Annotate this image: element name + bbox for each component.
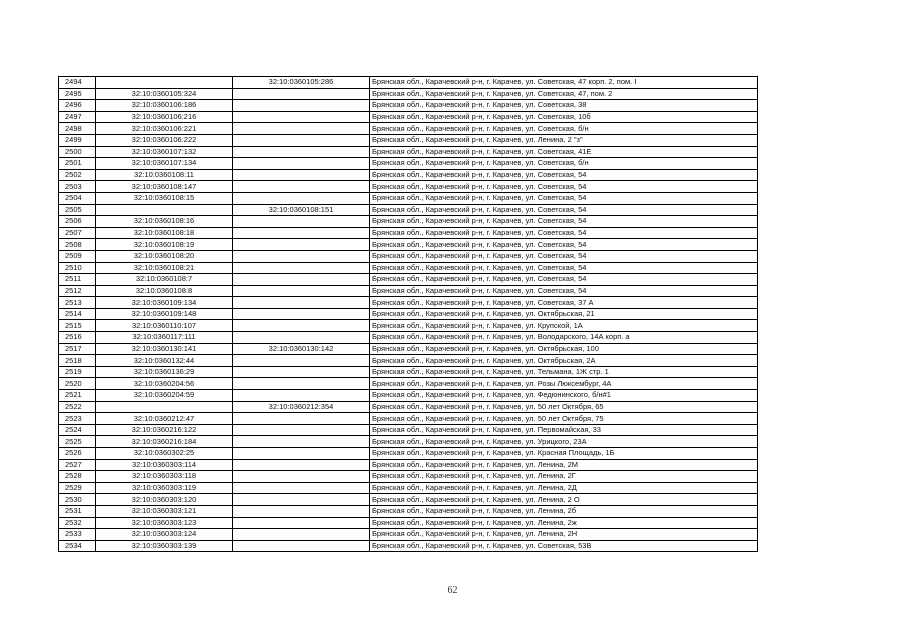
row-number-cell: 2530 bbox=[59, 494, 96, 506]
cadastral-number-cell bbox=[96, 401, 233, 413]
cadastral-number-cell: 32:10:0360303:124 bbox=[96, 529, 233, 541]
address-cell: Брянская обл., Карачевский р-н, г. Карачев, ул. Тельмана, 1Ж стр. 1 bbox=[370, 366, 758, 378]
second-cadastral-number-cell bbox=[233, 158, 370, 170]
cadastral-number-cell: 32:10:0360108:7 bbox=[96, 274, 233, 286]
cadastral-number-cell: 32:10:0360117:111 bbox=[96, 332, 233, 344]
second-cadastral-number-cell bbox=[233, 366, 370, 378]
second-cadastral-number-cell bbox=[233, 181, 370, 193]
second-cadastral-number-cell bbox=[233, 250, 370, 262]
table-row bbox=[59, 239, 758, 251]
second-cadastral-number-cell bbox=[233, 169, 370, 181]
cadastral-number-cell: 32:10:0360108:20 bbox=[96, 250, 233, 262]
address-cell: Брянская обл., Карачевский р-н, г. Карачев, ул. Ленина, 2Д bbox=[370, 482, 758, 494]
table-row bbox=[59, 482, 758, 494]
table-row bbox=[59, 262, 758, 274]
table-row bbox=[59, 227, 758, 239]
address-cell: Брянская обл., Карачевский р-н, г. Карачев, ул. Советская, 54 bbox=[370, 192, 758, 204]
cadastral-number-cell: 32:10:0360107:134 bbox=[96, 158, 233, 170]
table-row bbox=[59, 540, 758, 552]
cadastral-number-cell bbox=[96, 77, 233, 89]
address-cell: Брянская обл., Карачевский р-н, г. Карачев, ул. Советская, 54 bbox=[370, 169, 758, 181]
row-number-cell: 2534 bbox=[59, 540, 96, 552]
address-cell: Брянская обл., Карачевский р-н, г. Карачев, ул. Советская, 54 bbox=[370, 204, 758, 216]
second-cadastral-number-cell bbox=[233, 494, 370, 506]
row-number-cell: 2526 bbox=[59, 448, 96, 460]
address-cell: Брянская обл., Карачевский р-н, г. Карачев, ул. Крупской, 1А bbox=[370, 320, 758, 332]
second-cadastral-number-cell bbox=[233, 100, 370, 112]
row-number-cell: 2511 bbox=[59, 274, 96, 286]
row-number-cell: 2517 bbox=[59, 343, 96, 355]
address-cell: Брянская обл., Карачевский р-н, г. Карачев, ул. Октябрьская, 21 bbox=[370, 308, 758, 320]
table-row bbox=[59, 471, 758, 483]
second-cadastral-number-cell bbox=[233, 285, 370, 297]
cadastral-number-cell: 32:10:0360108:8 bbox=[96, 285, 233, 297]
row-number-cell: 2520 bbox=[59, 378, 96, 390]
row-number-cell: 2500 bbox=[59, 146, 96, 158]
address-cell: Брянская обл., Карачевский р-н, г. Карачев, ул. Советская, 10б bbox=[370, 111, 758, 123]
second-cadastral-number-cell: 32:10:0360212:354 bbox=[233, 401, 370, 413]
table-row bbox=[59, 297, 758, 309]
row-number-cell: 2502 bbox=[59, 169, 96, 181]
table-container bbox=[58, 76, 757, 552]
row-number-cell: 2498 bbox=[59, 123, 96, 135]
cadastral-number-cell: 32:10:0360109:148 bbox=[96, 308, 233, 320]
address-cell: Брянская обл., Карачевский р-н, г. Карачев, ул. Федюнинского, б/н#1 bbox=[370, 390, 758, 402]
cadastral-number-cell: 32:10:0360110:107 bbox=[96, 320, 233, 332]
row-number-cell: 2513 bbox=[59, 297, 96, 309]
second-cadastral-number-cell bbox=[233, 378, 370, 390]
cadastral-number-cell: 32:10:0360107:132 bbox=[96, 146, 233, 158]
cadastral-number-cell: 32:10:0360212:47 bbox=[96, 413, 233, 425]
address-cell: Брянская обл., Карачевский р-н, г. Карачев, ул. Ленина, 2ж bbox=[370, 517, 758, 529]
table-row bbox=[59, 529, 758, 541]
address-cell: Брянская обл., Карачевский р-н, г. Карачев, ул. Советская, 47 корп. 2, пом. I bbox=[370, 77, 758, 89]
address-cell: Брянская обл., Карачевский р-н, г. Карачев, ул. 50 лет Октября, 65 bbox=[370, 401, 758, 413]
row-number-cell: 2514 bbox=[59, 308, 96, 320]
row-number-cell: 2531 bbox=[59, 505, 96, 517]
row-number-cell: 2512 bbox=[59, 285, 96, 297]
second-cadastral-number-cell bbox=[233, 227, 370, 239]
address-cell: Брянская обл., Карачевский р-н, г. Карачев, ул. Советская, 54 bbox=[370, 216, 758, 228]
row-number-cell: 2533 bbox=[59, 529, 96, 541]
table-row bbox=[59, 320, 758, 332]
second-cadastral-number-cell bbox=[233, 216, 370, 228]
second-cadastral-number-cell: 32:10:0360130:142 bbox=[233, 343, 370, 355]
cadastral-number-cell: 32:10:0360106:216 bbox=[96, 111, 233, 123]
address-cell: Брянская обл., Карачевский р-н, г. Карачев, ул. Первомайская, 33 bbox=[370, 424, 758, 436]
second-cadastral-number-cell bbox=[233, 320, 370, 332]
row-number-cell: 2525 bbox=[59, 436, 96, 448]
cadastral-number-cell: 32:10:0360132:44 bbox=[96, 355, 233, 367]
second-cadastral-number-cell bbox=[233, 134, 370, 146]
second-cadastral-number-cell bbox=[233, 517, 370, 529]
second-cadastral-number-cell bbox=[233, 123, 370, 135]
address-cell: Брянская обл., Карачевский р-н, г. Карачев, ул. Ленина, 2Г bbox=[370, 471, 758, 483]
table-row bbox=[59, 355, 758, 367]
row-number-cell: 2509 bbox=[59, 250, 96, 262]
row-number-cell: 2496 bbox=[59, 100, 96, 112]
table-row bbox=[59, 192, 758, 204]
table-row bbox=[59, 204, 758, 216]
second-cadastral-number-cell bbox=[233, 390, 370, 402]
address-cell: Брянская обл., Карачевский р-н, г. Карачев, ул. Советская, 53В bbox=[370, 540, 758, 552]
address-cell: Брянская обл., Карачевский р-н, г. Карачев, ул. Советская, 54 bbox=[370, 239, 758, 251]
address-cell: Брянская обл., Карачевский р-н, г. Карачев, ул. Советская, 54 bbox=[370, 274, 758, 286]
row-number-cell: 2506 bbox=[59, 216, 96, 228]
cadastral-number-cell: 32:10:0360303:119 bbox=[96, 482, 233, 494]
cadastral-number-cell: 32:10:0360106:186 bbox=[96, 100, 233, 112]
cadastral-number-cell: 32:10:0360108:18 bbox=[96, 227, 233, 239]
address-cell: Брянская обл., Карачевский р-н, г. Карачев, ул. Октябрьская, 100 bbox=[370, 343, 758, 355]
address-cell: Брянская обл., Карачевский р-н, г. Карачев, ул. Советская, 47, пом. 2 bbox=[370, 88, 758, 100]
second-cadastral-number-cell bbox=[233, 111, 370, 123]
table-body bbox=[59, 77, 758, 552]
second-cadastral-number-cell bbox=[233, 262, 370, 274]
cadastral-number-cell: 32:10:0360106:222 bbox=[96, 134, 233, 146]
table-row bbox=[59, 250, 758, 262]
second-cadastral-number-cell bbox=[233, 355, 370, 367]
cadastral-number-cell: 32:10:0360303:114 bbox=[96, 459, 233, 471]
cadastral-number-cell: 32:10:0360105:324 bbox=[96, 88, 233, 100]
table-row bbox=[59, 494, 758, 506]
table-row bbox=[59, 343, 758, 355]
row-number-cell: 2515 bbox=[59, 320, 96, 332]
cadastral-number-cell: 32:10:0360303:120 bbox=[96, 494, 233, 506]
table-row bbox=[59, 169, 758, 181]
row-number-cell: 2519 bbox=[59, 366, 96, 378]
address-cell: Брянская обл., Карачевский р-н, г. Карачев, ул. Володарского, 14А корп. а bbox=[370, 332, 758, 344]
cadastral-number-cell: 32:10:0360108:16 bbox=[96, 216, 233, 228]
address-cell: Брянская обл., Карачевский р-н, г. Карачев, ул. Советская, б/н bbox=[370, 158, 758, 170]
cadastral-number-cell: 32:10:0360130:141 bbox=[96, 343, 233, 355]
second-cadastral-number-cell bbox=[233, 192, 370, 204]
table-row bbox=[59, 413, 758, 425]
address-cell: Брянская обл., Карачевский р-н, г. Карачев, ул. Ленина, 2 "з" bbox=[370, 134, 758, 146]
cadastral-number-cell: 32:10:0360108:15 bbox=[96, 192, 233, 204]
cadastral-number-cell: 32:10:0360109:134 bbox=[96, 297, 233, 309]
row-number-cell: 2532 bbox=[59, 517, 96, 529]
address-cell: Брянская обл., Карачевский р-н, г. Карачев, ул. Ленина, 2 О bbox=[370, 494, 758, 506]
second-cadastral-number-cell bbox=[233, 471, 370, 483]
row-number-cell: 2508 bbox=[59, 239, 96, 251]
cadastral-number-cell: 32:10:0360108:11 bbox=[96, 169, 233, 181]
second-cadastral-number-cell bbox=[233, 459, 370, 471]
table-row bbox=[59, 390, 758, 402]
cadastral-number-cell: 32:10:0360106:221 bbox=[96, 123, 233, 135]
cadastral-number-cell: 32:10:0360216:122 bbox=[96, 424, 233, 436]
table-row bbox=[59, 100, 758, 112]
table-row bbox=[59, 401, 758, 413]
cadastral-number-cell: 32:10:0360108:21 bbox=[96, 262, 233, 274]
table-row bbox=[59, 448, 758, 460]
second-cadastral-number-cell bbox=[233, 146, 370, 158]
second-cadastral-number-cell bbox=[233, 424, 370, 436]
cadastral-number-cell: 32:10:0360303:118 bbox=[96, 471, 233, 483]
second-cadastral-number-cell bbox=[233, 239, 370, 251]
row-number-cell: 2494 bbox=[59, 77, 96, 89]
second-cadastral-number-cell bbox=[233, 297, 370, 309]
cadastral-number-cell: 32:10:0360302:25 bbox=[96, 448, 233, 460]
table-row bbox=[59, 308, 758, 320]
row-number-cell: 2522 bbox=[59, 401, 96, 413]
cadastral-number-cell: 32:10:0360216:184 bbox=[96, 436, 233, 448]
row-number-cell: 2518 bbox=[59, 355, 96, 367]
row-number-cell: 2521 bbox=[59, 390, 96, 402]
address-cell: Брянская обл., Карачевский р-н, г. Карачев, ул. 50 лет Октября, 75 bbox=[370, 413, 758, 425]
second-cadastral-number-cell bbox=[233, 436, 370, 448]
row-number-cell: 2503 bbox=[59, 181, 96, 193]
second-cadastral-number-cell bbox=[233, 482, 370, 494]
table-row bbox=[59, 505, 758, 517]
row-number-cell: 2529 bbox=[59, 482, 96, 494]
page-number: 62 bbox=[447, 585, 458, 596]
second-cadastral-number-cell bbox=[233, 448, 370, 460]
table-row bbox=[59, 181, 758, 193]
cadastral-number-cell: 32:10:0360204:59 bbox=[96, 390, 233, 402]
table-row bbox=[59, 134, 758, 146]
cadastral-number-cell: 32:10:0360108:147 bbox=[96, 181, 233, 193]
address-cell: Брянская обл., Карачевский р-н, г. Карачев, ул. Урицкого, 23А bbox=[370, 436, 758, 448]
cadastral-table bbox=[58, 76, 758, 552]
cadastral-number-cell bbox=[96, 204, 233, 216]
row-number-cell: 2528 bbox=[59, 471, 96, 483]
cadastral-number-cell: 32:10:0360136:29 bbox=[96, 366, 233, 378]
table-row bbox=[59, 459, 758, 471]
second-cadastral-number-cell bbox=[233, 529, 370, 541]
address-cell: Брянская обл., Карачевский р-н, г. Карачев, ул. Советская, 41Е bbox=[370, 146, 758, 158]
row-number-cell: 2524 bbox=[59, 424, 96, 436]
row-number-cell: 2504 bbox=[59, 192, 96, 204]
address-cell: Брянская обл., Карачевский р-н, г. Карачев, ул. Ленина, 2б bbox=[370, 505, 758, 517]
second-cadastral-number-cell bbox=[233, 274, 370, 286]
second-cadastral-number-cell: 32:10:0360105:286 bbox=[233, 77, 370, 89]
address-cell: Брянская обл., Карачевский р-н, г. Карачев, ул. Ленина, 2М bbox=[370, 459, 758, 471]
row-number-cell: 2527 bbox=[59, 459, 96, 471]
address-cell: Брянская обл., Карачевский р-н, г. Карачев, ул. Красная Площадь, 1Б bbox=[370, 448, 758, 460]
table-row bbox=[59, 436, 758, 448]
address-cell: Брянская обл., Карачевский р-н, г. Карачев, ул. Советская, 54 bbox=[370, 181, 758, 193]
table-row bbox=[59, 158, 758, 170]
address-cell: Брянская обл., Карачевский р-н, г. Карачев, ул. Советская, 54 bbox=[370, 285, 758, 297]
row-number-cell: 2499 bbox=[59, 134, 96, 146]
table-row bbox=[59, 332, 758, 344]
table-row bbox=[59, 88, 758, 100]
table-row bbox=[59, 378, 758, 390]
row-number-cell: 2510 bbox=[59, 262, 96, 274]
table-row bbox=[59, 123, 758, 135]
second-cadastral-number-cell: 32:10:0360108:151 bbox=[233, 204, 370, 216]
second-cadastral-number-cell bbox=[233, 308, 370, 320]
address-cell: Брянская обл., Карачевский р-н, г. Карачев, ул. Советская, 54 bbox=[370, 227, 758, 239]
row-number-cell: 2495 bbox=[59, 88, 96, 100]
address-cell: Брянская обл., Карачевский р-н, г. Карачев, ул. Советская, 38 bbox=[370, 100, 758, 112]
address-cell: Брянская обл., Карачевский р-н, г. Карачев, ул. Розы Люксембург, 4А bbox=[370, 378, 758, 390]
table-row bbox=[59, 285, 758, 297]
cadastral-number-cell: 32:10:0360303:123 bbox=[96, 517, 233, 529]
cadastral-number-cell: 32:10:0360204:56 bbox=[96, 378, 233, 390]
second-cadastral-number-cell bbox=[233, 332, 370, 344]
row-number-cell: 2497 bbox=[59, 111, 96, 123]
second-cadastral-number-cell bbox=[233, 88, 370, 100]
address-cell: Брянская обл., Карачевский р-н, г. Карачев, ул. Советская, 54 bbox=[370, 250, 758, 262]
cadastral-number-cell: 32:10:0360108:19 bbox=[96, 239, 233, 251]
row-number-cell: 2505 bbox=[59, 204, 96, 216]
row-number-cell: 2501 bbox=[59, 158, 96, 170]
row-number-cell: 2507 bbox=[59, 227, 96, 239]
address-cell: Брянская обл., Карачевский р-н, г. Карачев, ул. Советская, б/н bbox=[370, 123, 758, 135]
table-row bbox=[59, 146, 758, 158]
table-row bbox=[59, 274, 758, 286]
table-row bbox=[59, 111, 758, 123]
address-cell: Брянская обл., Карачевский р-н, г. Карачев, ул. Советская, 37 А bbox=[370, 297, 758, 309]
table-row bbox=[59, 366, 758, 378]
address-cell: Брянская обл., Карачевский р-н, г. Карачев, ул. Советская, 54 bbox=[370, 262, 758, 274]
row-number-cell: 2523 bbox=[59, 413, 96, 425]
address-cell: Брянская обл., Карачевский р-н, г. Карачев, ул. Октябрьская, 2А bbox=[370, 355, 758, 367]
row-number-cell: 2516 bbox=[59, 332, 96, 344]
table-row bbox=[59, 424, 758, 436]
table-row bbox=[59, 517, 758, 529]
second-cadastral-number-cell bbox=[233, 413, 370, 425]
address-cell: Брянская обл., Карачевский р-н, г. Карачев, ул. Ленина, 2Н bbox=[370, 529, 758, 541]
cadastral-number-cell: 32:10:0360303:139 bbox=[96, 540, 233, 552]
table-row bbox=[59, 77, 758, 89]
second-cadastral-number-cell bbox=[233, 540, 370, 552]
table-row bbox=[59, 216, 758, 228]
cadastral-number-cell: 32:10:0360303:121 bbox=[96, 505, 233, 517]
second-cadastral-number-cell bbox=[233, 505, 370, 517]
